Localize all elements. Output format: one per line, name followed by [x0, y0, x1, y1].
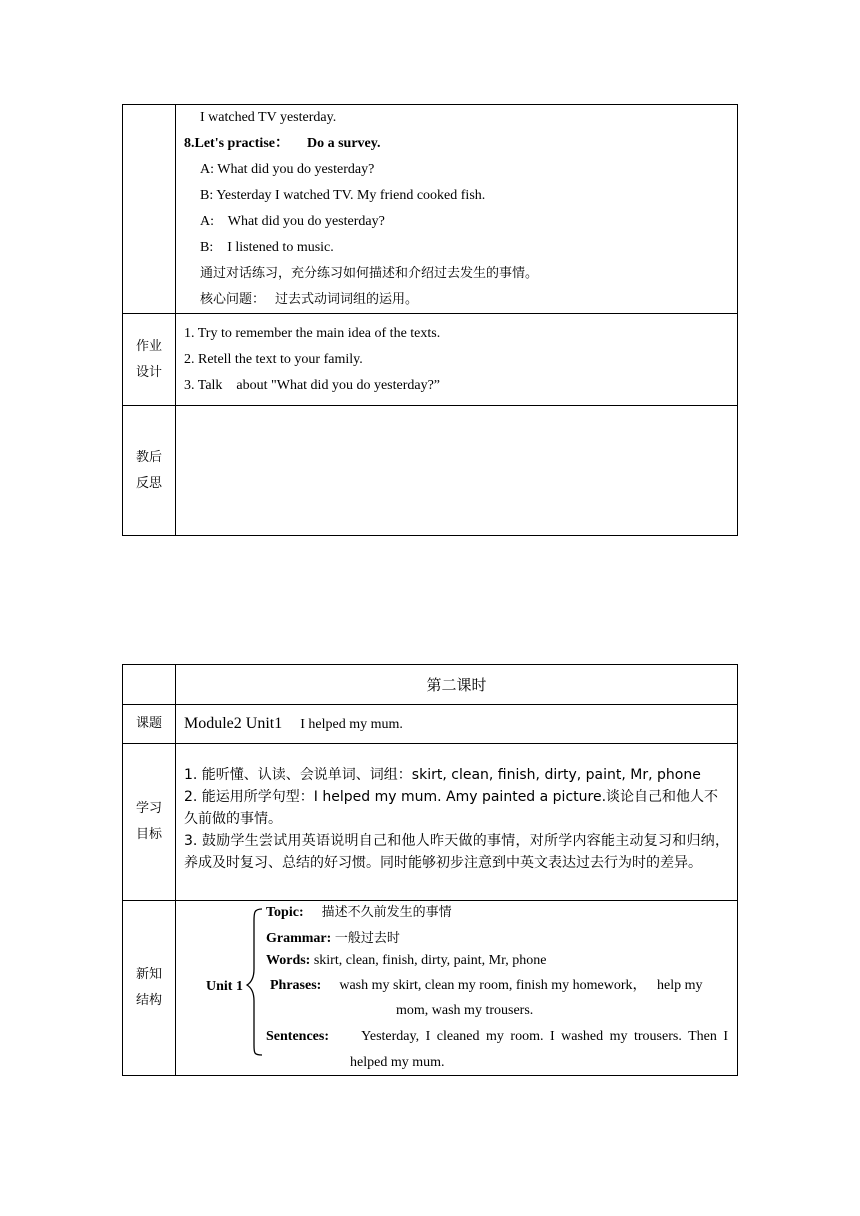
goal-item: 3. 鼓励学生尝试用英语说明自己和他人昨天做的事情，对所学内容能主动复习和归纳，养成及时复习、总结的好习惯。同时能够初步注意到中英文表达过去行为时的差异。 [184, 833, 729, 871]
topic-sub: I helped my mum. [300, 717, 403, 732]
reflection-row [123, 406, 738, 536]
homework-row [123, 314, 738, 406]
practise-heading-main: 8.Let's practise： [184, 136, 289, 151]
practice-content [176, 105, 738, 314]
goals-row [123, 744, 738, 901]
words-key: Words: [266, 953, 311, 968]
homework-content [176, 314, 738, 406]
reflection-label [123, 406, 176, 536]
grammar-item [266, 929, 400, 949]
practise-heading [184, 131, 729, 157]
topic-label: 课题 [123, 705, 176, 744]
reflection-label-line: 反思 [135, 475, 162, 491]
structure-row [123, 901, 738, 1076]
reflection-content [176, 406, 738, 536]
lesson-table-1 [122, 104, 738, 536]
topic-val: 描述不久前发生的事情 [321, 905, 452, 920]
header-empty-cell [123, 665, 176, 705]
core-question [184, 287, 729, 313]
sentences-val: Yesterday, I cleaned my room. I washed my trousers. Then I [361, 1029, 728, 1044]
phrases-continued: mom, wash my trousers. [396, 1003, 534, 1018]
goal-item: 2. 能运用所学句型：I helped my mum. Amy painted a picture.谈论自己和他人不久前做的事情。 [184, 789, 719, 827]
homework-item: 1. Try to remember the main idea of the texts. [184, 326, 441, 341]
header-row [123, 665, 738, 705]
phrases-key: Phrases: [270, 978, 322, 993]
homework-label-line: 作业 [135, 338, 162, 354]
unit-label: Unit 1 [206, 979, 243, 994]
topic-content [176, 705, 738, 744]
practice-line: I watched TV yesterday. [200, 110, 337, 125]
sentences-continued: helped my mum. [350, 1055, 445, 1070]
practice-label-cell [123, 105, 176, 314]
goals-content [176, 744, 738, 901]
dialog-line: A: What did you do yesterday? [200, 214, 385, 229]
dialog-line: B: Yesterday I watched TV. My friend cooked fish. [200, 188, 486, 203]
phrases-item [270, 976, 703, 996]
goals-label [123, 744, 176, 901]
practice-note: 通过对话练习，充分练习如何描述和介绍过去发生的事情。 [200, 266, 539, 281]
topic-item [266, 903, 452, 923]
sentences-item [266, 1027, 728, 1047]
practise-heading-sub: Do a survey. [306, 136, 381, 151]
structure-label [123, 901, 176, 1076]
topic-main: Module2 Unit1 [184, 715, 283, 732]
goals-label-line: 目标 [135, 827, 162, 842]
homework-label [123, 314, 176, 406]
topic-row [123, 705, 738, 744]
reflection-label-line: 教后 [135, 449, 162, 465]
structure-content [176, 901, 738, 1076]
structure-diagram [176, 901, 737, 1075]
structure-label-line: 结构 [135, 993, 162, 1008]
practice-row [123, 105, 738, 314]
homework-label-line: 设计 [135, 364, 162, 380]
sentences-key: Sentences: [266, 1029, 329, 1044]
homework-item: 3. Talk about "What did you do yesterday?” [184, 378, 441, 393]
goal-item: 1. 能听懂、认读、会说单词、词组：skirt, clean, finish, dirty, paint, Mr, phone [184, 767, 701, 783]
grammar-val: 一般过去时 [334, 931, 400, 946]
grammar-key: Grammar: [266, 931, 332, 946]
words-item [266, 951, 546, 971]
dialog-line: B: I listened to music. [200, 240, 334, 255]
goals-label-line: 学习 [135, 801, 162, 816]
core-question-label: 核心问题： [200, 292, 266, 307]
words-val: skirt, clean, finish, dirty, paint, Mr, phone [313, 953, 547, 968]
core-question-text: 过去式动词词组的运用。 [275, 292, 419, 307]
curly-brace-icon [244, 907, 266, 1057]
phrases-val: wash my skirt, clean my room, finish my homework， help my [339, 978, 703, 993]
structure-label-line: 新知 [135, 967, 162, 982]
topic-key: Topic: [266, 905, 304, 920]
lesson-header: 第二课时 [176, 665, 738, 705]
lesson-table-2 [122, 664, 738, 1076]
dialog-line: A: What did you do yesterday? [200, 162, 375, 177]
homework-item: 2. Retell the text to your family. [184, 352, 363, 367]
